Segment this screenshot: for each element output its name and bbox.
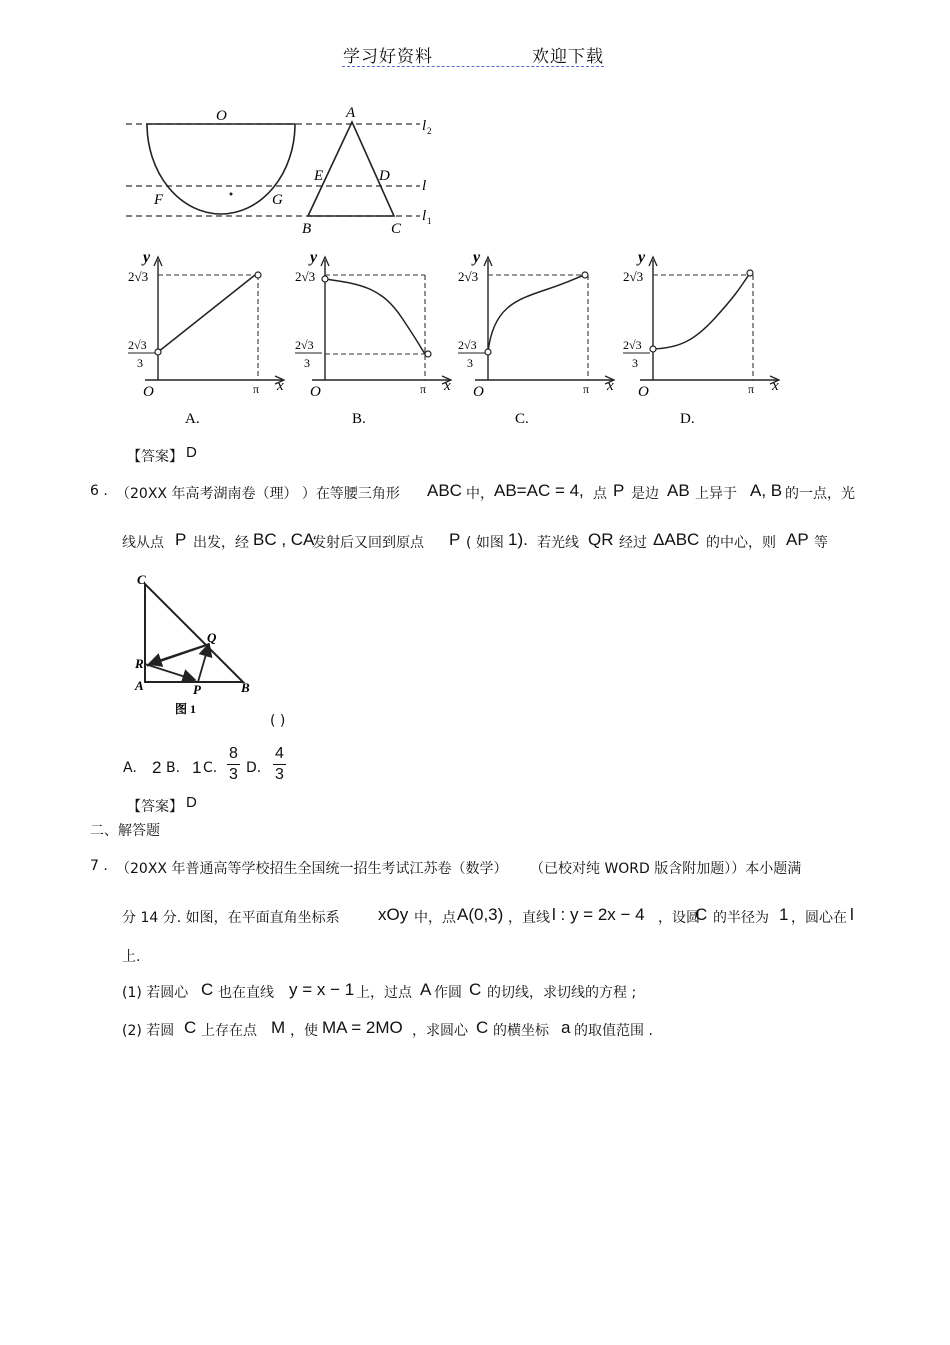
y-tick-top: 2√3 <box>295 269 316 284</box>
option-label: A. <box>185 411 200 427</box>
y-tick-low-numerator: 2√3 <box>295 338 314 352</box>
label-l: l <box>422 178 427 194</box>
origin-label: O <box>638 384 649 400</box>
q7-text: ，使 <box>290 1023 318 1039</box>
answer-value: D <box>186 794 197 811</box>
q6-text: 的中心，则 <box>706 535 776 551</box>
fig1-label-a: A <box>135 678 144 693</box>
graph-option-a <box>125 248 290 433</box>
q7-condition: MA = 2MO <box>322 1018 403 1037</box>
q7-text: 上. <box>122 949 141 965</box>
q6-QR: QR <box>588 530 614 549</box>
option-d-fraction <box>273 744 286 785</box>
q7-xOy: xOy <box>378 905 409 924</box>
q7-text: 上，过点 <box>356 985 412 1001</box>
triangle-abc-fig1 <box>145 584 243 682</box>
fig1-label-c: C <box>137 572 146 587</box>
label-a: A <box>346 105 356 121</box>
open-point-start <box>650 346 656 352</box>
label-l1-sub: 1 <box>427 216 432 226</box>
q7-C: C <box>201 980 214 999</box>
q7-C: C <box>695 905 708 924</box>
curve <box>653 273 750 349</box>
q6-text: 若光线 <box>537 535 579 551</box>
fig1-caption: 图 1 <box>175 702 197 716</box>
fig1-label-q: Q <box>207 630 217 645</box>
q7-part2: (2) 若圆 <box>122 1023 175 1039</box>
answer-value: D <box>186 444 197 461</box>
option-label: B. <box>352 411 366 427</box>
q6-text: 是边 <box>631 486 659 502</box>
x-tick-pi: π <box>420 382 427 396</box>
graph-option-b <box>292 248 457 433</box>
q7-text: 的取值范围 . <box>574 1023 653 1039</box>
q6-AP: AP <box>786 530 809 549</box>
curve <box>325 279 425 354</box>
x-axis-label: x <box>277 378 284 394</box>
q7-A: A <box>420 980 432 999</box>
label-e: E <box>314 168 324 184</box>
ray-extra <box>147 646 205 666</box>
y-tick-low-numerator: 2√3 <box>128 338 147 352</box>
q7-text: 也在直线 <box>218 985 274 1001</box>
label-b: B <box>302 221 312 237</box>
y-tick-low-numerator: 2√3 <box>623 338 642 352</box>
q6-AB-points: A, B <box>750 481 783 500</box>
option-c-numerator: 8 <box>227 744 240 765</box>
origin-label: O <box>310 384 321 400</box>
answer-label: 【答案】 <box>127 449 183 465</box>
q7-text: ，圆心在 <box>791 910 847 926</box>
q7-text: 分 14 分. 如图，在平面直角坐标系 <box>122 910 340 926</box>
q7-text: ，求圆心 <box>412 1023 468 1039</box>
header-left: 学习好资料 <box>343 47 433 67</box>
option-c-fraction <box>227 744 240 785</box>
q7-radius: 1 <box>779 905 789 924</box>
center-dot <box>230 193 233 196</box>
option-label: D. <box>680 411 695 427</box>
q7-C: C <box>469 980 482 999</box>
q6-text: 的一点，光 <box>785 486 855 502</box>
q6-number: 6 . <box>90 483 108 499</box>
answer-label: 【答案】 <box>127 799 183 815</box>
option-a: A. <box>123 760 137 776</box>
graph-option-c <box>455 248 620 433</box>
label-d: D <box>379 168 390 184</box>
q6-source: （20XX 年高考湖南卷（理） ）在等腰三角形 <box>116 486 400 502</box>
q6-text: 中， <box>466 486 494 502</box>
q7-text: 上存在点 <box>201 1023 257 1039</box>
q6-text: ( 如图 <box>466 535 504 551</box>
q7-text: 的切线，求切线的方程 ; <box>487 985 637 1001</box>
option-c: C. <box>203 760 218 776</box>
q7-source: （20XX 年普通高等学校招生全国统一招生考试江苏卷（数学） <box>116 861 508 877</box>
q6-text: 线从点 <box>122 535 164 551</box>
y-axis-label: y <box>143 249 151 266</box>
option-b: B. <box>166 760 181 776</box>
label-f: F <box>154 192 164 208</box>
label-o: O <box>216 108 227 124</box>
fig1-label-p: P <box>193 682 201 697</box>
q7-text: 的横坐标 <box>493 1023 549 1039</box>
label-l2: l <box>422 118 427 134</box>
q7-C: C <box>184 1018 197 1037</box>
label-g: G <box>272 192 283 208</box>
ray-qr <box>149 644 209 664</box>
q7-text: ，直线 <box>508 910 550 926</box>
q7-M: M <box>271 1018 286 1037</box>
option-a-value: 2 <box>152 758 162 777</box>
q7-text: 的半径为 <box>713 910 769 926</box>
label-l2-sub: 2 <box>427 126 432 136</box>
curve <box>158 275 255 352</box>
x-axis-label: x <box>444 378 451 394</box>
q6-P: P <box>175 530 187 549</box>
figure-semicircle-triangle <box>120 100 450 240</box>
q7-line-eq: l : y = 2x − 4 <box>552 905 645 924</box>
origin-label: O <box>143 384 154 400</box>
y-tick-low-denominator: 3 <box>304 356 310 370</box>
q7-l: l <box>850 905 854 924</box>
option-d-denominator: 3 <box>275 766 284 783</box>
y-axis-label: y <box>473 249 481 266</box>
y-axis-label: y <box>310 249 318 266</box>
q6-ABC: ABC <box>427 481 462 500</box>
q6-fig-ref: 1). <box>508 530 528 549</box>
open-point-start <box>322 276 328 282</box>
open-point-end <box>582 272 588 278</box>
q6-text: 点 <box>593 486 607 502</box>
label-c: C <box>391 221 402 237</box>
x-axis-label: x <box>607 378 614 394</box>
q7-C: C <box>476 1018 489 1037</box>
option-c-denominator: 3 <box>229 766 238 783</box>
q7-a: a <box>561 1018 571 1037</box>
y-tick-top: 2√3 <box>458 269 479 284</box>
curve <box>488 275 585 352</box>
x-axis-label: x <box>772 378 779 394</box>
q6-text: 经过 <box>619 535 647 551</box>
option-b-value: 1 <box>192 758 202 777</box>
label-l1: l <box>422 208 427 224</box>
q6-text: 上异于 <box>695 486 737 502</box>
open-point-end <box>747 270 753 276</box>
y-tick-top: 2√3 <box>623 269 644 284</box>
section-heading: 二、解答题 <box>90 823 160 839</box>
y-tick-low-denominator: 3 <box>137 356 143 370</box>
y-tick-low-numerator: 2√3 <box>458 338 477 352</box>
option-d: D. <box>246 760 262 776</box>
y-axis-label: y <box>638 249 646 266</box>
origin-label: O <box>473 384 484 400</box>
graph-option-d <box>620 248 785 433</box>
open-point-end <box>255 272 261 278</box>
q6-blank: ( ) <box>270 713 286 729</box>
q6-P: P <box>613 481 625 500</box>
q7-text: 作圆 <box>434 985 462 1001</box>
option-d-numerator: 4 <box>273 744 286 765</box>
ray-pq <box>198 644 209 682</box>
header-right: 欢迎下载 <box>532 47 604 67</box>
y-tick-low-denominator: 3 <box>632 356 638 370</box>
q6-P: P <box>449 530 461 549</box>
y-tick-top: 2√3 <box>128 269 149 284</box>
figure-1-triangle <box>125 572 265 722</box>
x-tick-pi: π <box>583 382 590 396</box>
open-point-start <box>485 349 491 355</box>
x-tick-pi: π <box>748 382 755 396</box>
q7-text: ，设圆 <box>658 910 700 926</box>
option-label: C. <box>515 411 529 427</box>
ray-rp <box>145 664 195 680</box>
q6-text: 等 <box>814 535 828 551</box>
x-tick-pi: π <box>253 382 260 396</box>
q7-number: 7 . <box>90 858 108 874</box>
open-point-start <box>155 349 161 355</box>
fig1-label-b: B <box>241 680 250 695</box>
q7-part1: (1) 若圆心 <box>122 985 189 1001</box>
q7-source-2: （已校对纯 WORD 版含附加题））本小题满 <box>530 861 802 877</box>
q6-triangle-ABC: ΔABC <box>653 530 700 549</box>
open-point-end <box>425 351 431 357</box>
header-divider <box>342 66 604 67</box>
y-tick-low-denominator: 3 <box>467 356 473 370</box>
fig1-label-r: R <box>135 656 144 671</box>
q6-AB: AB <box>667 481 690 500</box>
q6-equation: AB=AC = 4, <box>494 481 584 500</box>
q6-BC-CA: BC , CA <box>253 530 315 549</box>
q7-point-A: A(0,3) <box>457 905 504 924</box>
q6-text: 发射后又回到原点 <box>312 535 424 551</box>
q7-text: 中，点 <box>414 910 456 926</box>
q6-text: 出发，经 <box>193 535 249 551</box>
q7-line-eq-2: y = x − 1 <box>289 980 355 999</box>
